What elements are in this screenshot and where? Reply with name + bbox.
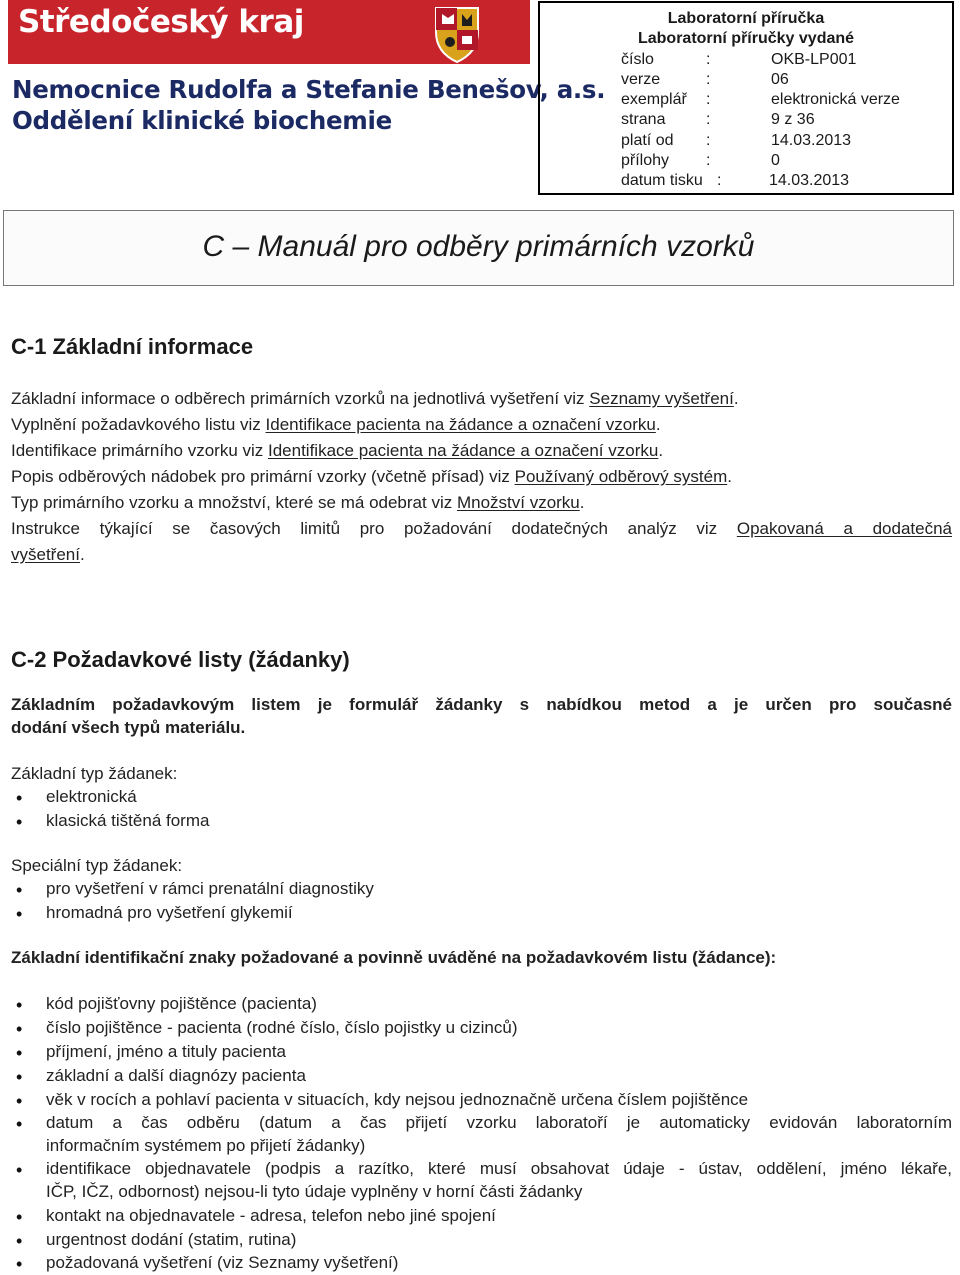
bullet-icon: • (16, 1160, 23, 1180)
info-line (11, 467, 732, 487)
link-opakovana-vysetreni[interactable]: Opakovaná a dodatečná (736, 519, 952, 538)
list-item: pro vyšetření v rámci prenatální diagnostiky (46, 879, 374, 898)
bullet-icon: • (16, 812, 23, 832)
bullet-icon: • (16, 1067, 23, 1087)
bullet-icon: • (16, 995, 23, 1015)
section-heading-c2: C-2 Požadavkové listy (žádanky) (11, 647, 350, 672)
list-item: elektronická (46, 787, 137, 806)
doc-row-sep: : (706, 91, 711, 109)
coat-of-arms-icon (426, 2, 488, 64)
region-banner (8, 0, 530, 64)
link-odberovy-system[interactable]: Používaný odběrový systém (514, 467, 728, 486)
list-item: základní a další diagnózy pacienta (46, 1066, 306, 1085)
info-line-end: . (579, 493, 585, 512)
bullet-icon: • (16, 1254, 23, 1274)
doc-row-value: 06 (771, 70, 789, 88)
identification-heading: Základní identifikační znaky požadované a povinně uváděné na požadavkovém listu (žádance): (11, 948, 777, 967)
list-item: urgentnost dodání (statim, rutina) (46, 1230, 297, 1249)
doc-subtitle: Laboratorní příručky vydané (637, 30, 855, 48)
doc-row-label: verze (621, 70, 661, 88)
info-line (11, 545, 85, 565)
doc-row-sep: : (706, 70, 711, 88)
info-line-end: . (655, 415, 661, 434)
list-item-continuation: informačním systémem po přijetí žádanky) (46, 1136, 366, 1155)
bullet-icon: • (16, 880, 23, 900)
info-line-end: . (79, 545, 85, 564)
bullet-icon: • (16, 1091, 23, 1111)
info-line-end: . (658, 441, 664, 460)
doc-row-version (540, 70, 952, 90)
list-item: identifikace objednavatele (podpis a razítko, které musí obsahovat údaje - ústav, oddělení, jméno lékaře, (46, 1159, 952, 1178)
list-item: příjmení, jméno a tituly pacienta (46, 1042, 287, 1061)
doc-row-sep: : (706, 50, 711, 68)
list-item: datum a čas odběru (datum a čas přijetí vzorku laboratoří je automaticky evidován laboratorním (46, 1113, 952, 1132)
info-line-text: Vyplnění požadavkového listu viz (11, 415, 266, 434)
doc-title: Laboratorní příručka (667, 10, 825, 27)
bullet-icon: • (16, 1207, 23, 1227)
link-identifikace-pacienta[interactable]: Identifikace pacienta na žádance a označení vzorku (268, 441, 659, 460)
intro-paragraph: Základním požadavkovým listem je formulář žádanky s nabídkou metod a je určen pro současné (11, 695, 952, 714)
info-line-end: . (733, 389, 739, 408)
info-line-text: Typ primárního vzorku a množství, které se má odebrat viz (11, 493, 457, 512)
info-line-text: Identifikace primárního vzorku viz (11, 441, 268, 460)
doc-row-value: 9 z 36 (771, 111, 815, 129)
doc-row-label: exemplář (621, 91, 687, 109)
page-title: C – Manuál pro odběry primárních vzorků (202, 230, 755, 263)
region-title: Středočeský kraj (18, 4, 304, 40)
doc-row-page (540, 110, 952, 130)
list-item: kontakt na objednavatele - adresa, telefon nebo jiné spojení (46, 1206, 496, 1225)
info-line (11, 519, 952, 539)
intro-paragraph: dodání všech typů materiálu. (11, 718, 246, 737)
list-item: požadovaná vyšetření (viz Seznamy vyšetření) (46, 1253, 399, 1272)
info-line-text: Popis odběrových nádobek pro primární vzorky (včetně přísad) viz (11, 467, 515, 486)
doc-row-label: datum tisku (621, 172, 703, 190)
doc-row-value: elektronická verze (771, 91, 900, 109)
bullet-icon: • (16, 904, 23, 924)
info-line (11, 415, 661, 435)
department-name: Oddělení klinické biochemie (12, 106, 392, 135)
bullet-icon: • (16, 1019, 23, 1039)
doc-row-attachments (540, 151, 952, 171)
info-line (11, 389, 739, 409)
link-opakovana-vysetreni[interactable]: vyšetření (11, 545, 80, 564)
link-mnozstvi-vzorku[interactable]: Množství vzorku (456, 493, 580, 512)
doc-row-sep: : (706, 131, 711, 149)
info-line (11, 493, 585, 513)
list-item: klasická tištěná forma (46, 811, 210, 830)
hospital-name: Nemocnice Rudolfa a Stefanie Benešov, a.s. (12, 75, 606, 104)
doc-row-sep: : (706, 111, 711, 129)
special-types-label: Speciální typ žádanek: (11, 856, 183, 875)
bullet-icon: • (16, 1231, 23, 1251)
title-box (3, 210, 954, 286)
doc-row-value: 14.03.2013 (771, 131, 852, 149)
bullet-icon: • (16, 1043, 23, 1063)
doc-row-label: číslo (621, 50, 654, 68)
doc-row-label: strana (621, 111, 666, 129)
doc-row-value: 14.03.2013 (769, 172, 850, 190)
list-item: hromadná pro vyšetření glykemií (46, 903, 293, 922)
list-item: kód pojišťovny pojištěnce (pacienta) (46, 994, 317, 1013)
doc-row-value: 0 (771, 152, 780, 170)
doc-row-label: platí od (621, 131, 674, 149)
link-seznamy-vysetreni[interactable]: Seznamy vyšetření (589, 389, 734, 408)
document-info-box (538, 1, 954, 195)
info-line-text: Instrukce týkající se časových limitů pro požadování dodatečných analýz viz (11, 519, 737, 538)
list-item-continuation: IČP, IČZ, odbornost) nejsou-li tyto údaje vyplněny v horní části žádanky (46, 1182, 583, 1201)
doc-row-value: OKB-LP001 (771, 50, 857, 68)
info-line (11, 441, 663, 461)
link-identifikace-pacienta[interactable]: Identifikace pacienta na žádance a označení vzorku (265, 415, 656, 434)
hospital-name-block (12, 74, 605, 136)
basic-types-label: Základní typ žádanek: (11, 764, 178, 783)
list-item: věk v rocích a pohlaví pacienta v situacích, kdy nejsou jednoznačně určena číslem pojištěnce (46, 1090, 749, 1109)
doc-row-print-date (540, 171, 952, 191)
doc-row-label: přílohy (621, 152, 670, 170)
list-item: číslo pojištěnce - pacienta (rodné číslo, číslo pojistky u cizinců) (46, 1018, 518, 1037)
doc-row-valid-from (540, 131, 952, 151)
doc-row-sep: : (706, 152, 711, 170)
doc-row-copy (540, 90, 952, 110)
doc-row-number (540, 50, 952, 70)
bullet-icon: • (16, 788, 23, 808)
info-line-end: . (727, 467, 732, 486)
section-heading-c1: C-1 Základní informace (11, 334, 254, 359)
doc-row-sep: : (717, 172, 722, 190)
info-line-text: Základní informace o odběrech primárních vzorků na jednotlivá vyšetření viz (11, 389, 590, 408)
bullet-icon: • (16, 1114, 23, 1134)
